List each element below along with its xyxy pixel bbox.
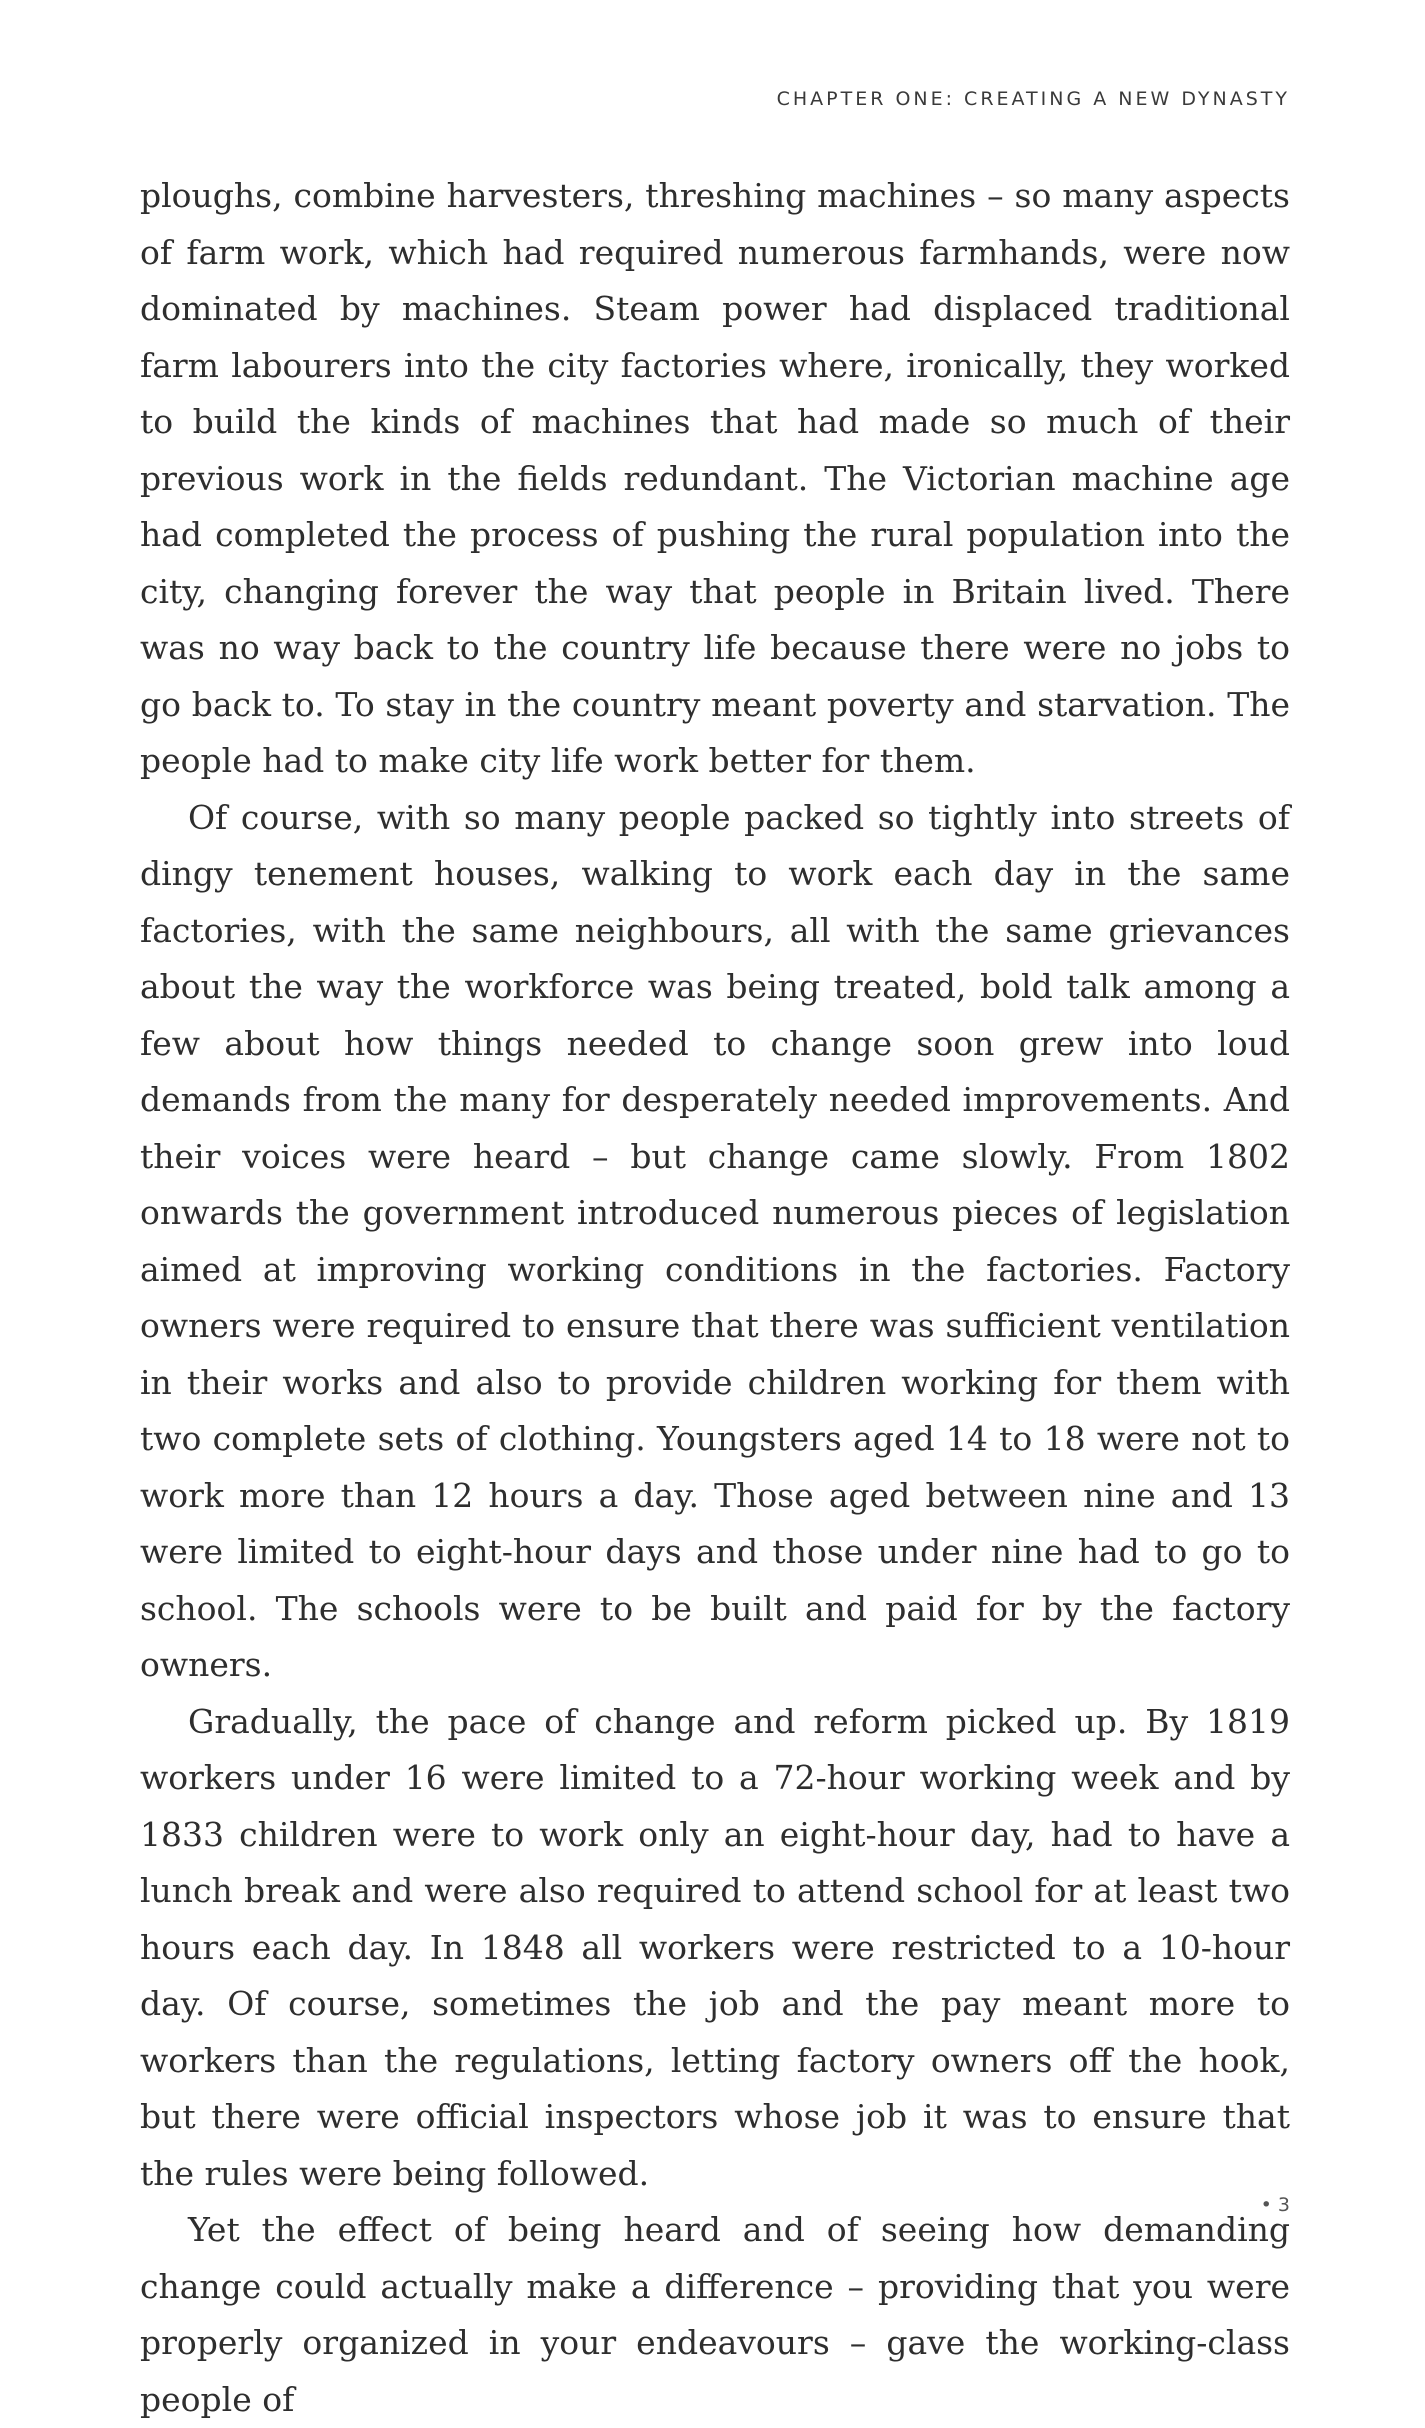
running-head: CHAPTER ONE: CREATING A NEW DYNASTY xyxy=(776,88,1290,110)
paragraph-4: Yet the effect of being heard and of seeing how demanding change could actually make a difference – providing that you were properly organized in your endeavours – gave the working-class people of xyxy=(140,2210,1290,2419)
body-text xyxy=(140,168,1290,2428)
paragraph-3: Gradually, the pace of change and reform picked up. By 1819 workers under 16 were limited to a 72-hour working week and by 1833 children were to work only an eight-hour day, had to have a lunch break and were also required to attend school for at least two hours each day. In 1848 all workers were restricted to a 10-hour day. Of course, sometimes the job and the pay meant more to workers than the regulations, letting factory owners off the hook, but there were official inspectors whose job it was to ensure that the rules were being followed. xyxy=(140,1701,1290,2193)
paragraph-1: ploughs, combine harvesters, threshing machines – so many aspects of farm work, which had required numerous farmhands, were now dominated by machines. Steam power had displaced traditional farm labourers into the city factories where, ironically, they worked to build the kinds of machines that had made so much of their previous work in the fields redundant. The Victorian machine age had completed the process of pushing the rural population into the city, changing forever the way that people in Britain lived. There was no way back to the country life because there were no jobs to go back to. To stay in the country meant poverty and starvation. The people had to make city life work better for them. xyxy=(140,176,1290,780)
paragraph-2: Of course, with so many people packed so tightly into streets of dingy tenement houses, walking to work each day in the same factories, with the same neighbours, all with the same grievances about the way the workforce was being treated, bold talk among a few about how things needed to change soon grew into loud demands from the many for desperately needed improvements. And their voices were heard – but change came slowly. From 1802 onwards the government introduced numerous pieces of legislation aimed at improving working conditions in the factories. Factory owners were required to ensure that there was sufficient ventilation in their works and also to provide children working for them with two complete sets of clothing. Youngsters aged 14 to 18 were not to work more than 12 hours a day. Those aged between nine and 13 were limited to eight-hour days and those under nine had to go to school. The schools were to be built and paid for by the factory owners. xyxy=(140,797,1290,1684)
page-number: • 3 xyxy=(1260,2194,1290,2216)
